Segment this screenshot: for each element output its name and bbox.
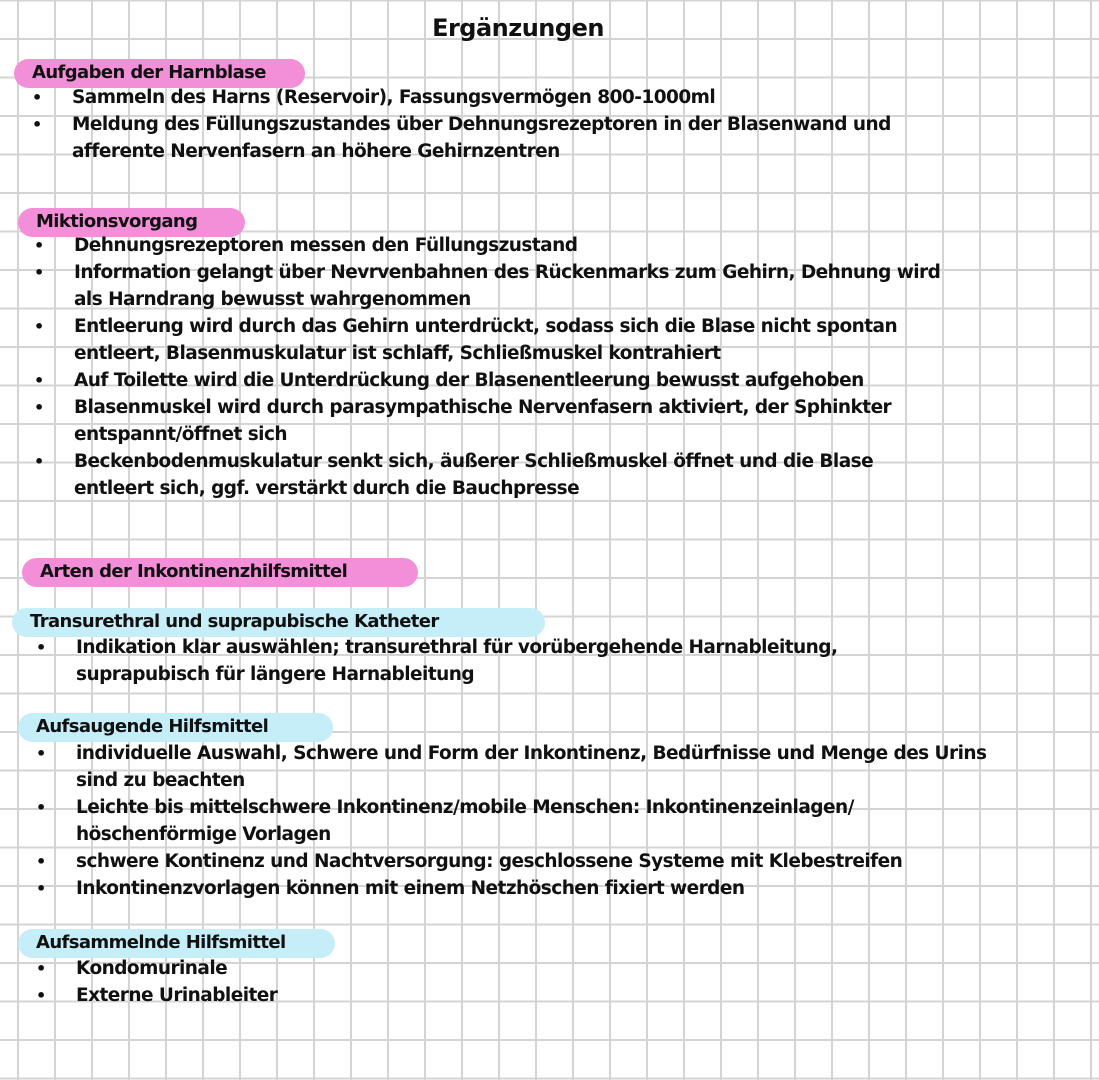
list-item: • Sammeln des Harns (Reservoir), Fassungsvermögen 800-1000ml: [32, 84, 891, 111]
list-item: • individuelle Auswahl, Schwere und Form der Inkontinenz, Bedürfnisse und Menge des Urins sind zu beachten: [36, 740, 986, 794]
list-item: • Entleerung wird durch das Gehirn unterdrückt, sodass sich die Blase nicht spontan entleert, Blasenmuskulatur ist schlaff, Schließmuskel kontrahiert: [34, 313, 940, 367]
list-item: • Information gelangt über Nevrvenbahnen des Rückenmarks zum Gehirn, Dehnung wird als Harndrang bewusst wahrgenommen: [34, 259, 940, 313]
heading-aufgaben-der-harnblase: Aufgaben der Harnblase: [14, 59, 305, 88]
list-item: • Dehnungsrezeptoren messen den Füllungszustand: [34, 232, 940, 259]
heading-aufsaugende-hilfsmittel: Aufsaugende Hilfsmittel: [18, 713, 333, 742]
list-item: • Inkontinenzvorlagen können mit einem Netzhöschen fixiert werden: [36, 875, 986, 902]
bullet-list-miktionsvorgang: [34, 232, 940, 502]
bullet-list-aufsammelnde: [36, 955, 277, 1009]
bullet-list-aufgaben: [32, 84, 891, 165]
list-item: • Meldung des Füllungszustandes über Dehnungsrezeptoren in der Blasenwand und afferente Nervenfasern an höhere Gehirnzentren: [32, 111, 891, 165]
heading-miktionsvorgang: Miktionsvorgang: [18, 208, 245, 237]
list-item: • Blasenmuskel wird durch parasympathische Nervenfasern aktiviert, der Sphinkter entspannt/öffnet sich: [34, 394, 940, 448]
bullet-list-aufsaugende: [36, 740, 986, 902]
list-item: • Leichte bis mittelschwere Inkontinenz/mobile Menschen: Inkontinenzeinlagen/ höschenförmige Vorlagen: [36, 794, 986, 848]
heading-aufsammelnde-hilfsmittel: Aufsammelnde Hilfsmittel: [18, 929, 335, 958]
list-item: • Auf Toilette wird die Unterdrückung der Blasenentleerung bewusst aufgehoben: [34, 367, 940, 394]
heading-arten-der-inkontinenzhilfsmittel: Arten der Inkontinenzhilfsmittel: [22, 558, 418, 587]
list-item: • Indikation klar auswählen; transurethral für vorübergehende Harnableitung, suprapubisch für längere Harnableitung: [36, 634, 837, 688]
list-item: • Externe Urinableiter: [36, 982, 277, 1009]
list-item: • Beckenbodenmuskulatur senkt sich, äußerer Schließmuskel öffnet und die Blase entleert sich, ggf. verstärkt durch die Bauchpresse: [34, 448, 940, 502]
heading-katheter: Transurethral und suprapubische Katheter: [12, 608, 545, 637]
list-item: • schwere Kontinenz und Nachtversorgung: geschlossene Systeme mit Klebestreifen: [36, 848, 986, 875]
page-title: Ergänzungen: [432, 14, 604, 42]
bullet-list-katheter: [36, 634, 837, 688]
list-item: • Kondomurinale: [36, 955, 277, 982]
